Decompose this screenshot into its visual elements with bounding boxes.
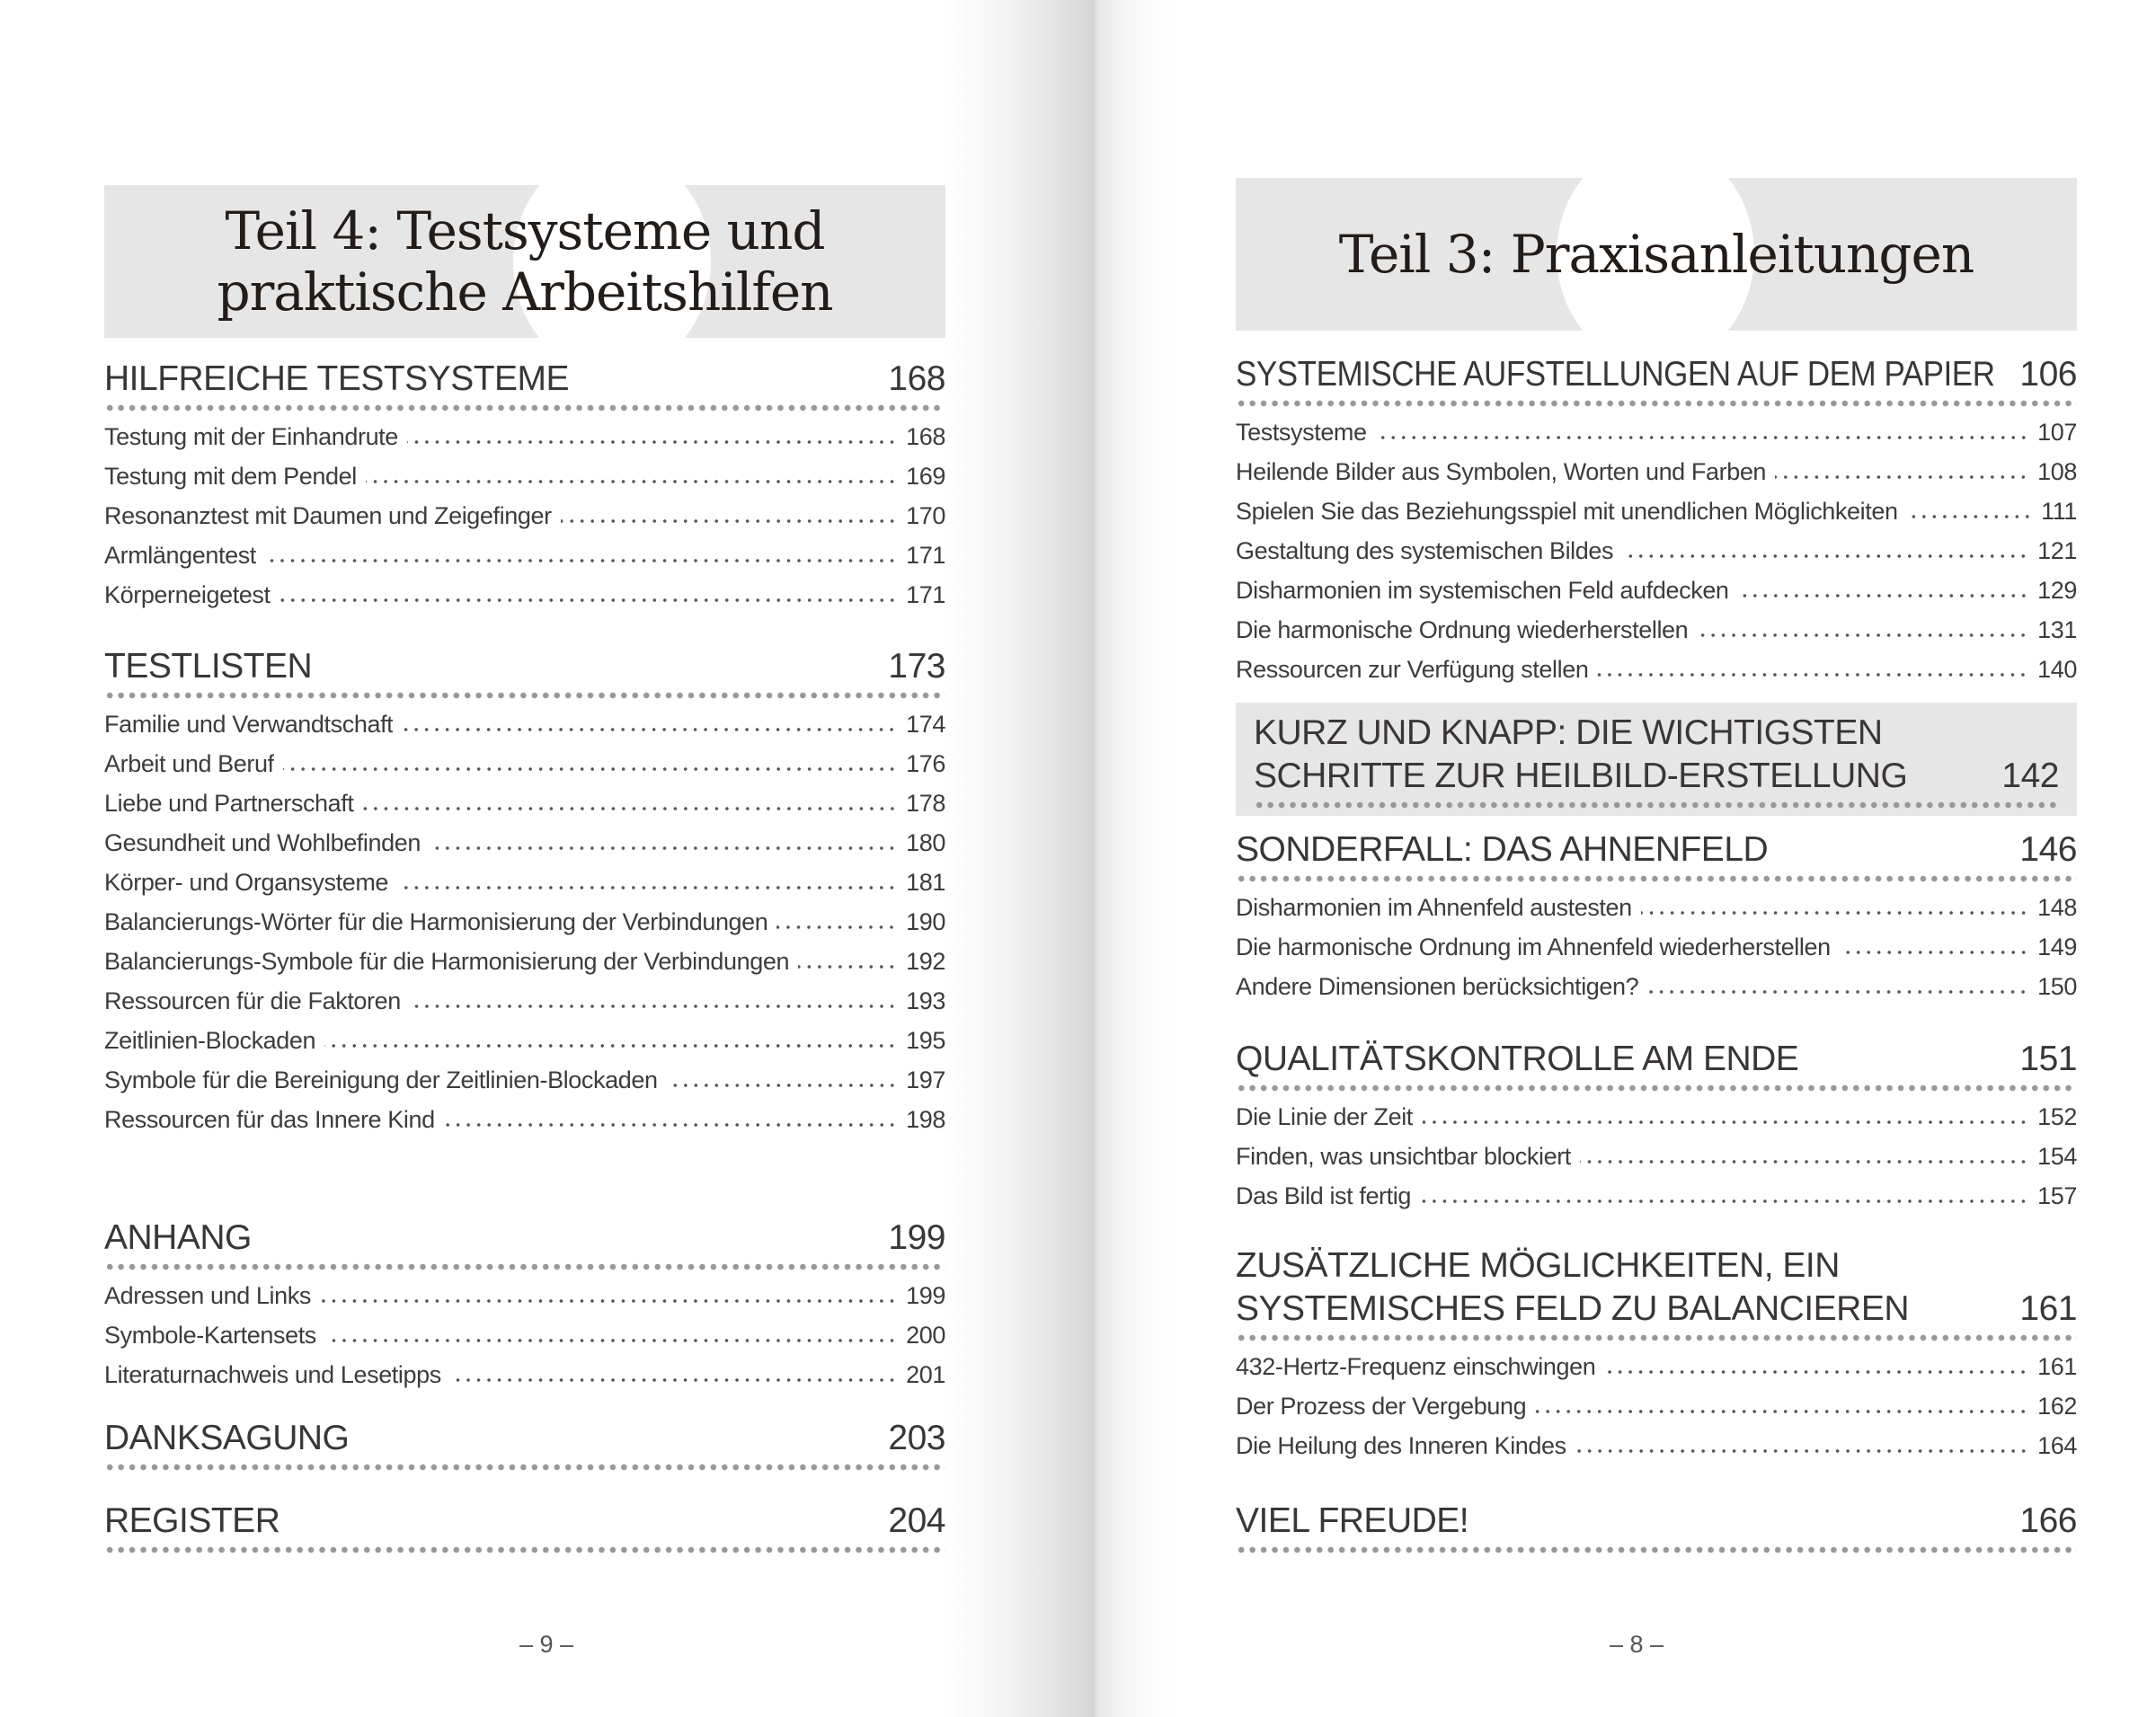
toc-entry-page-number: 193 — [906, 987, 945, 1014]
toc-entry-title: Familie und Verwandtschaft — [104, 711, 394, 738]
part-title-banner — [1236, 178, 2077, 331]
toc-entry-list — [104, 704, 945, 1139]
toc-section — [1236, 353, 2077, 689]
toc-entry-page-number: 164 — [2037, 1432, 2077, 1459]
toc-heading[interactable] — [104, 1417, 945, 1460]
dot-leader — [324, 1043, 897, 1049]
toc-entry-page-number: 107 — [2037, 419, 2077, 446]
dot-leader — [444, 1122, 897, 1128]
toc-section — [104, 1500, 945, 1559]
toc-entry-page-number: 148 — [2037, 894, 2077, 921]
toc-entry-page-number: 131 — [2037, 616, 2077, 643]
toc-entry[interactable] — [1236, 1347, 2077, 1386]
toc-heading[interactable] — [1236, 828, 2077, 872]
toc-entry-page-number: 149 — [2037, 934, 2077, 960]
part-title — [1339, 224, 1974, 285]
dot-leader — [1604, 1369, 2028, 1375]
toc-entry-page-number: 140 — [2037, 656, 2077, 683]
toc-entry-title: Finden, was unsichtbar blockiert — [1236, 1143, 1571, 1170]
toc-heading-text — [104, 1217, 870, 1260]
toc-entry-title: Die harmonische Ordnung wiederherstellen — [1236, 616, 1689, 643]
toc-entry[interactable] — [104, 942, 945, 981]
toc-heading[interactable] — [1254, 712, 2059, 798]
toc-heading-line: DANKSAGUNG — [104, 1419, 350, 1457]
dot-leader — [450, 1377, 897, 1383]
toc-entry[interactable] — [1236, 1386, 2077, 1426]
toc-heading-line: SYSTEMISCHE AUFSTELLUNGEN AUF DEM PAPIER — [1236, 355, 1995, 394]
toc-entry-title: Heilende Bilder aus Symbolen, Worten und Farben — [1236, 458, 1767, 485]
dotted-divider — [1254, 801, 2059, 809]
toc-entry-title: Die harmonische Ordnung im Ahnenfeld wiederherstellen — [1236, 934, 1831, 960]
toc-entry[interactable] — [104, 1276, 945, 1315]
toc-entry[interactable] — [1236, 1426, 2077, 1465]
toc-entry[interactable] — [104, 535, 945, 575]
dot-leader — [1697, 633, 2028, 638]
toc-entry-title: Symbole für die Bereinigung der Zeitlinien-Blockaden — [104, 1066, 658, 1093]
toc-section — [104, 645, 945, 1139]
part-title — [217, 200, 832, 323]
toc-entry-title: Arbeit und Beruf — [104, 750, 274, 777]
dot-leader — [283, 766, 897, 772]
toc-heading[interactable] — [104, 1217, 945, 1260]
toc-entry-title: Testsysteme — [1236, 419, 1367, 446]
page-number: – 9 – — [519, 1631, 574, 1658]
dot-leader — [410, 1004, 897, 1009]
toc-entry-page-number: 170 — [906, 502, 945, 529]
dotted-divider — [1236, 400, 2077, 407]
toc-entry-list — [1236, 412, 2077, 689]
toc-entry-page-number: 171 — [906, 581, 945, 608]
dot-leader — [1420, 1199, 2028, 1204]
dot-leader — [265, 558, 897, 563]
toc-heading[interactable] — [1236, 1244, 2077, 1331]
dot-leader — [1907, 514, 2033, 519]
toc-entry[interactable] — [1236, 610, 2077, 650]
dot-leader — [366, 479, 897, 484]
toc-entry[interactable] — [104, 823, 945, 863]
toc-entry-title: Spielen Sie das Beziehungsspiel mit unendlichen Möglichkeiten — [1236, 498, 1898, 525]
part-title-line: Teil 4: Testsysteme und — [225, 200, 825, 261]
toc-heading-line: ANHANG — [104, 1218, 252, 1257]
dot-leader — [1580, 1159, 2028, 1164]
toc-heading-page-number: 166 — [2019, 1501, 2077, 1540]
toc-entry-page-number: 190 — [906, 908, 945, 935]
toc-section — [1236, 1244, 2077, 1465]
dot-leader — [1575, 1448, 2028, 1454]
toc-section — [1236, 1038, 2077, 1216]
toc-entry-title: Literaturnachweis und Lesetipps — [104, 1361, 441, 1388]
toc-entry[interactable] — [1236, 531, 2077, 571]
toc-entry[interactable] — [1236, 571, 2077, 610]
toc-heading-row — [1236, 1288, 2001, 1331]
toc-entry[interactable] — [104, 1355, 945, 1394]
dotted-divider — [104, 404, 945, 412]
toc-heading-text — [1236, 353, 2001, 396]
toc-entry[interactable] — [1236, 491, 2077, 531]
toc-entry-page-number: 154 — [2037, 1143, 2077, 1170]
toc-entry-title: Zeitlinien-Blockaden — [104, 1027, 316, 1054]
toc-entry-page-number: 108 — [2037, 458, 2077, 485]
toc-entry-list — [1236, 1097, 2077, 1216]
toc-entry[interactable] — [104, 863, 945, 902]
toc-entry[interactable] — [1236, 1176, 2077, 1216]
toc-heading-row — [1254, 755, 1983, 798]
dotted-divider — [1236, 1546, 2077, 1553]
toc-entry-list — [104, 1276, 945, 1394]
toc-entry-title: Disharmonien im systemischen Feld aufdecken — [1236, 577, 1729, 604]
toc-entry[interactable] — [104, 417, 945, 456]
toc-entry[interactable] — [1236, 967, 2077, 1006]
toc-entry-title: Symbole-Kartensets — [104, 1322, 316, 1349]
dot-leader — [561, 518, 897, 524]
toc-entry-page-number: 169 — [906, 463, 945, 490]
toc-entry[interactable] — [104, 1100, 945, 1139]
dot-leader — [397, 885, 897, 890]
dot-leader — [667, 1083, 898, 1088]
dot-leader — [1641, 910, 2028, 916]
toc-entry-title: Die Linie der Zeit — [1236, 1103, 1413, 1130]
toc-heading-text — [104, 1500, 870, 1543]
toc-heading-line: QUALITÄTSKONTROLLE AM ENDE — [1236, 1040, 1799, 1078]
dot-leader — [798, 964, 897, 969]
toc-entry[interactable] — [104, 744, 945, 783]
toc-entry-title: 432-Hertz-Frequenz einschwingen — [1236, 1353, 1596, 1380]
toc-heading-page-number: 142 — [2001, 757, 2059, 795]
toc-heading-line: HILFREICHE TESTSYSTEME — [104, 359, 570, 398]
toc-entry-title: Balancierungs-Wörter für die Harmonisierung der Verbindungen — [104, 908, 768, 935]
dot-leader — [1535, 1409, 2028, 1414]
dot-leader — [1422, 1120, 2028, 1125]
toc-entry-page-number: 180 — [906, 829, 945, 856]
toc-entry-title: Balancierungs-Symbole für die Harmonisierung der Verbindungen — [104, 948, 790, 975]
dot-leader — [1597, 672, 2028, 677]
page-number: – 8 – — [1610, 1631, 1664, 1658]
toc-entry[interactable] — [104, 1315, 945, 1355]
toc-entry-title: Das Bild ist fertig — [1236, 1182, 1411, 1209]
toc-entry-title: Testung mit dem Pendel — [104, 463, 357, 490]
toc-entry-page-number: 200 — [906, 1322, 945, 1349]
toc-heading-line: SONDERFALL: DAS AHNENFELD — [1236, 830, 1769, 869]
toc-entry-title: Gestaltung des systemischen Bildes — [1236, 537, 1614, 564]
toc-entry-page-number: 174 — [906, 711, 945, 738]
toc-heading[interactable] — [1236, 1500, 2077, 1543]
toc-heading-line: SCHRITTE ZUR HEILBILD-ERSTELLUNG — [1254, 757, 1908, 795]
dot-leader — [1647, 989, 2028, 995]
toc-entry-page-number: 150 — [2037, 973, 2077, 1000]
dot-leader — [325, 1338, 897, 1343]
dot-leader — [1840, 950, 2028, 955]
toc-heading-line: TESTLISTEN — [104, 647, 313, 686]
toc-heading-text — [1236, 1244, 2001, 1331]
toc-heading-line: VIEL FREUDE! — [1236, 1501, 1469, 1540]
dot-leader — [1622, 553, 2028, 559]
toc-entry-title: Ressourcen zur Verfügung stellen — [1236, 656, 1589, 683]
toc-entry-page-number: 198 — [906, 1106, 945, 1133]
dot-leader — [402, 727, 897, 732]
toc-entry-list — [1236, 888, 2077, 1006]
toc-section — [104, 358, 945, 615]
toc-entry-title: Körperneigetest — [104, 581, 271, 608]
toc-heading[interactable] — [1236, 353, 2077, 396]
dotted-divider — [104, 1263, 945, 1270]
toc-heading[interactable] — [104, 358, 945, 401]
toc-heading-text — [104, 645, 870, 688]
toc-entry-page-number: 181 — [906, 869, 945, 896]
toc-heading-text — [1236, 828, 2001, 872]
toc-heading[interactable] — [1236, 1038, 2077, 1081]
toc-entry-title: Körper- und Organsysteme — [104, 869, 389, 896]
toc-entry-page-number: 195 — [906, 1027, 945, 1054]
toc-heading[interactable] — [104, 1500, 945, 1543]
toc-entry-page-number: 168 — [906, 423, 945, 450]
toc-heading-text — [1254, 712, 1983, 798]
toc-entry-title: Ressourcen für das Innere Kind — [104, 1106, 435, 1133]
dot-leader — [407, 439, 897, 445]
toc-entry-title: Die Heilung des Inneren Kindes — [1236, 1432, 1566, 1459]
toc-entry[interactable] — [1236, 1137, 2077, 1176]
toc-entry-page-number: 162 — [2037, 1393, 2077, 1420]
toc-heading-page-number: 106 — [2019, 355, 2077, 394]
toc-heading-text — [1236, 1038, 2001, 1081]
dotted-divider — [1236, 1334, 2077, 1341]
toc-entry-title: Ressourcen für die Faktoren — [104, 987, 401, 1014]
toc-heading-line: SYSTEMISCHES FELD ZU BALANCIEREN — [1236, 1289, 1909, 1328]
toc-entry-page-number: 157 — [2037, 1182, 2077, 1209]
toc-entry-page-number: 161 — [2037, 1353, 2077, 1380]
toc-entry-page-number: 152 — [2037, 1103, 2077, 1130]
dot-leader — [776, 925, 897, 930]
dotted-divider — [1236, 875, 2077, 882]
toc-section — [104, 1217, 945, 1394]
toc-entry[interactable] — [1236, 927, 2077, 967]
toc-heading-text — [104, 358, 870, 401]
toc-entry-title: Adressen und Links — [104, 1282, 311, 1309]
toc-entry-page-number: 201 — [906, 1361, 945, 1388]
dotted-divider — [1236, 1084, 2077, 1092]
toc-heading-text — [1236, 1500, 2001, 1543]
toc-heading-page-number: 204 — [888, 1501, 945, 1540]
dot-leader — [430, 845, 897, 851]
toc-heading-page-number: 151 — [2019, 1040, 2077, 1078]
toc-entry-title: Resonanztest mit Daumen und Zeigefinger — [104, 502, 552, 529]
toc-heading-line: ZUSÄTZLICHE MÖGLICHKEITEN, EIN — [1236, 1246, 1840, 1285]
toc-heading-page-number: 173 — [888, 647, 945, 686]
toc-heading-page-number: 146 — [2019, 830, 2077, 869]
toc-heading-page-number: 168 — [888, 359, 945, 398]
toc-heading-page-number: 203 — [888, 1419, 945, 1457]
dot-leader — [320, 1298, 897, 1304]
toc-heading-row — [1236, 1244, 2001, 1288]
toc-entry-page-number: 197 — [906, 1066, 945, 1093]
toc-heading-page-number: 199 — [888, 1218, 945, 1257]
toc-heading-row — [1254, 712, 1983, 755]
dotted-divider — [104, 1546, 945, 1553]
toc-entry[interactable] — [1236, 452, 2077, 491]
part-title-line: praktische Arbeitshilfen — [217, 261, 833, 323]
toc-entry[interactable] — [104, 496, 945, 535]
toc-entry[interactable] — [104, 575, 945, 615]
toc-heading-line: KURZ UND KNAPP: DIE WICHTIGSTEN — [1254, 713, 1883, 752]
toc-entry-page-number: 176 — [906, 750, 945, 777]
dot-leader — [279, 597, 898, 603]
toc-entry[interactable] — [104, 704, 945, 744]
toc-entry-page-number: 178 — [906, 790, 945, 817]
toc-entry-list — [1236, 1347, 2077, 1465]
dotted-divider — [104, 1464, 945, 1471]
part-title-banner — [104, 185, 945, 338]
toc-entry[interactable] — [1236, 1097, 2077, 1137]
toc-entry[interactable] — [1236, 412, 2077, 452]
right-page — [1092, 0, 2156, 1717]
part-title-line: Teil 3: Praxisanleitungen — [1338, 224, 1974, 285]
toc-entry-page-number: 171 — [906, 542, 945, 569]
highlighted-section-box — [1236, 703, 2077, 816]
toc-section — [1236, 703, 2077, 821]
toc-entry-title: Disharmonien im Ahnenfeld austesten — [1236, 894, 1632, 921]
toc-entry[interactable] — [104, 1060, 945, 1100]
dot-leader — [363, 806, 898, 811]
toc-entry-list — [104, 417, 945, 615]
dot-leader — [1738, 593, 2029, 598]
toc-heading[interactable] — [104, 645, 945, 688]
toc-entry-title: Armlängentest — [104, 542, 256, 569]
toc-heading-page-number: 161 — [2019, 1289, 2077, 1328]
toc-entry-page-number: 199 — [906, 1282, 945, 1309]
toc-section — [1236, 828, 2077, 1006]
toc-entry-title: Der Prozess der Vergebung — [1236, 1393, 1527, 1420]
toc-entry-title: Liebe und Partnerschaft — [104, 790, 354, 817]
toc-entry-page-number: 129 — [2037, 577, 2077, 604]
toc-entry-title: Gesundheit und Wohlbefinden — [104, 829, 421, 856]
toc-entry-page-number: 121 — [2037, 537, 2077, 564]
toc-heading-text — [104, 1417, 870, 1460]
toc-section — [1236, 1500, 2077, 1559]
dot-leader — [1775, 474, 2028, 480]
toc-entry-page-number: 192 — [906, 948, 945, 975]
toc-entry-title: Testung mit der Einhandrute — [104, 423, 398, 450]
toc-heading-line: REGISTER — [104, 1501, 280, 1540]
toc-entry-title: Andere Dimensionen berücksichtigen? — [1236, 973, 1639, 1000]
toc-entry[interactable] — [104, 981, 945, 1021]
toc-entry-page-number: 111 — [2041, 498, 2077, 525]
toc-entry[interactable] — [1236, 888, 2077, 927]
toc-section — [104, 1417, 945, 1476]
toc-entry[interactable] — [104, 1021, 945, 1060]
toc-entry[interactable] — [104, 456, 945, 496]
toc-entry[interactable] — [1236, 650, 2077, 689]
dotted-divider — [104, 692, 945, 699]
toc-entry[interactable] — [104, 783, 945, 823]
toc-entry[interactable] — [104, 902, 945, 942]
dot-leader — [1376, 435, 2028, 440]
